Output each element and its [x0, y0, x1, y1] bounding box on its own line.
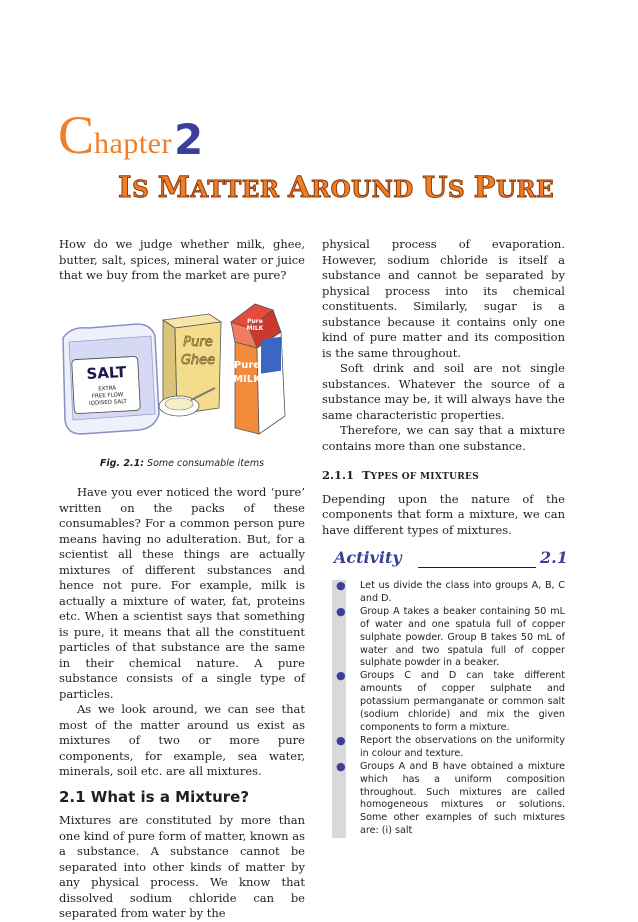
paragraph-therefore: Therefore, we can say that a mixture contains more than one substance.	[322, 423, 565, 453]
activity-item: ● Let us divide the class into groups A, B, C and D.	[336, 579, 565, 604]
paragraph-soft-drink: Soft drink and soil are not single substances. Whatever the source of a substance may be, it will always have the same characteristic properties.	[322, 361, 565, 422]
activity-body	[322, 580, 565, 838]
consumables-illustration	[59, 296, 305, 446]
paragraph-pure: Have you ever noticed the word ‘pure’ written on the packs of these consumables? For a common person pure means having no adulteration. But, for a scientist all these things are actually mixtures of different substances and hence not pure. For example, milk is actually a mixture of water, fat, proteins etc. When a scientist says that something is pure, it means that all the constituent particles of that substance are the same in their chemical nature. A pure substance consists of a single type of particles.	[59, 485, 305, 701]
section-heading-mixture: 2.1 What is a Mixture?	[59, 787, 250, 806]
ghee-label-1: Pure	[183, 334, 213, 350]
paragraph-evaporation: physical process of evaporation. However, sodium chloride is itself a substance and cannot be separated by physical process into its chemical constituents. Similarly, sugar is a substance because it contains only one kind of pure matter and its composition is the same throughout.	[322, 237, 565, 360]
bullet-icon: ●	[336, 733, 346, 747]
milk-small-label-2: MILK	[246, 324, 264, 332]
ghee-label-2: Ghee	[180, 352, 216, 368]
title-word: IS	[118, 170, 150, 204]
activity-list	[322, 580, 565, 838]
title-word: PURE	[473, 170, 555, 204]
salt-sub-3: IODISED SALT	[88, 398, 127, 407]
milk-side-label-1: Pure	[261, 397, 281, 406]
salt-sub-2: FREE FLOW	[91, 391, 124, 400]
ghee-box-image	[159, 314, 221, 416]
salt-packet-image	[63, 324, 159, 434]
salt-label: SALT	[86, 362, 127, 383]
right-column	[322, 237, 568, 838]
subsection-heading-types: 2.1.1 TYPES OF MIXTURES	[322, 468, 479, 482]
paragraph-mixture-definition: Mixtures are constituted by more than one kind of pure form of matter, known as a substance. A substance cannot be separated into other kinds of matter by any physical process. We know that dissolved sodium chloride can be separated from water by the	[59, 813, 305, 920]
left-column	[59, 237, 305, 922]
milk-carton-image	[231, 304, 285, 434]
activity-item: ● Groups C and D can take different amounts of copper sulphate and potassium permanganate or common salt (sodium chloride) and mix the given components to form a mixture.	[336, 669, 565, 733]
activity-label: Activity	[334, 548, 402, 567]
figure-caption-label: Fig. 2.1:	[99, 457, 145, 469]
figure-consumables	[59, 296, 305, 446]
chapter-first-letter: C	[58, 105, 95, 165]
activity-item: ● Groups A and B have obtained a mixture which has a uniform composition throughout. Such mixtures are called homogeneous mixtures or solutions. Some other examples of such mixtures are: (i) salt	[336, 759, 565, 837]
figure-caption	[59, 456, 305, 472]
bullet-icon: ●	[336, 579, 346, 592]
bullet-icon: ●	[336, 669, 346, 683]
chapter-title	[118, 170, 554, 204]
intro-paragraph: How do we judge whether milk, ghee, butter, salt, spices, mineral water or juice that we buy from the market are pure?	[59, 237, 305, 282]
milk-big-label-2: MILK	[233, 373, 261, 385]
milk-small-label-1: Pure	[247, 317, 263, 325]
salt-sub-1: EXTRA	[98, 384, 117, 392]
activity-number: 2.1	[540, 548, 568, 567]
milk-side-label-2: MILK	[261, 405, 281, 414]
chapter-word: hapter	[94, 127, 172, 160]
chapter-heading	[58, 105, 204, 170]
activity-item: ● Report the observations on the uniformity in colour and texture.	[336, 733, 565, 759]
activity-header	[322, 548, 568, 574]
title-word: MATTER	[157, 170, 280, 204]
activity-item: ● Group A takes a beaker containing 50 mL of water and one spatula full of copper sulphate powder. Group B takes 50 mL of water and two spatula full of copper sulphate powder in a beaker.	[336, 604, 565, 669]
bullet-icon: ●	[336, 604, 346, 618]
paragraph-mixtures-around: As we look around, we can see that most of the matter around us exist as mixtures of two or more pure components, for example, sea water, minerals, soil etc. are all mixtures.	[59, 702, 305, 778]
chapter-number: 2	[174, 115, 204, 164]
bullet-icon: ●	[336, 759, 346, 773]
title-word: US	[422, 170, 466, 204]
milk-big-label-1: Pure	[233, 359, 261, 371]
activity-rule	[418, 567, 536, 568]
paragraph-types: Depending upon the nature of the components that form a mixture, we can have different types of mixtures.	[322, 491, 565, 537]
figure-caption-text: Some consumable items	[147, 457, 265, 469]
title-word: AROUND	[288, 170, 414, 204]
